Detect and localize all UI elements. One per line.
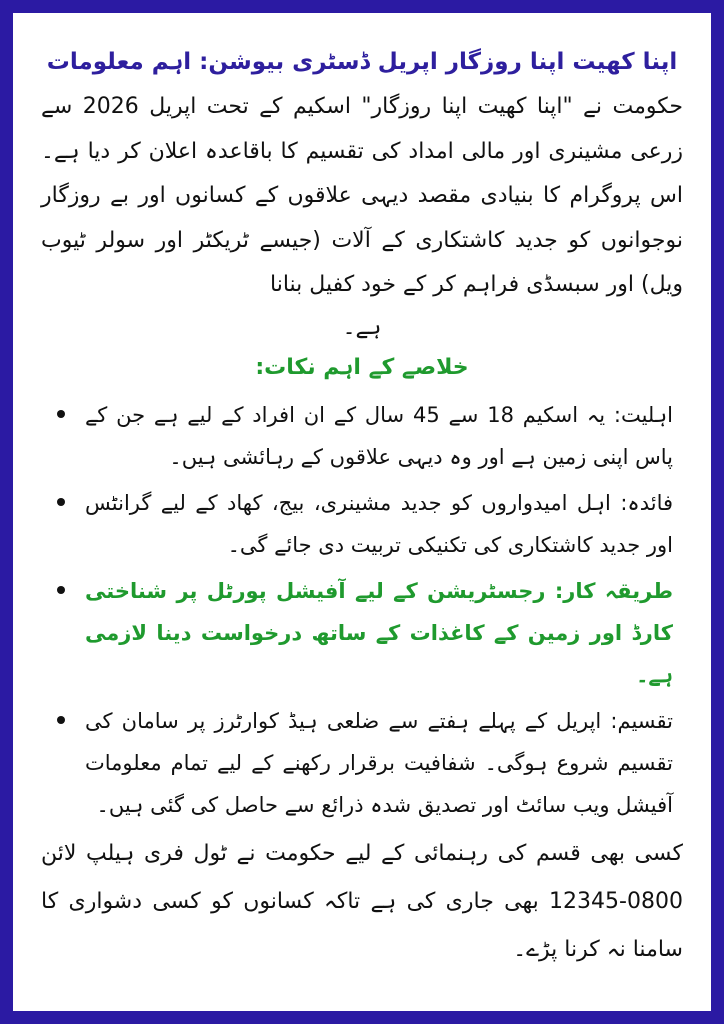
point-benefit bbox=[41, 482, 683, 566]
summary-heading: خلاصے کے اہم نکات: bbox=[255, 354, 469, 380]
point-eligibility bbox=[41, 394, 683, 478]
point-distribution bbox=[41, 700, 683, 826]
bullet-icon bbox=[57, 586, 65, 594]
intro-paragraph-end: ہے۔ bbox=[342, 314, 382, 340]
point-text: تقسیم: اپریل کے پہلے ہفتے سے ضلعی ہیڈ کوارٹرز پر سامان کی تقسیم شروع ہوگی۔ شفافیت برقرار رکھنے کے لیے تمام معلومات آفیشل ویب سائٹ اور تصدیق شدہ ذرائع سے حاصل کی گئی ہیں۔ bbox=[85, 708, 673, 817]
intro-paragraph: حکومت نے "اپنا کھیت اپنا روزگار" اسکیم کے تحت اپریل 2026 سے زرعی مشینری اور مالی امداد کی تقسیم کا باقاعدہ اعلان کر دیا ہے۔ اس پروگرام کا بنیادی مقصد دیہی علاقوں کے کسانوں اور بے روزگار نوجوانوں کو جدید کاشتکاری کے آلات (جیسے ٹریکٹر اور سولر ٹیوب ویل) اور سبسڈی فراہم کر کے خود کفیل بنانا bbox=[41, 94, 683, 297]
document-body bbox=[41, 39, 683, 993]
bullet-icon bbox=[57, 716, 65, 724]
closing-paragraph: کسی بھی قسم کی رہنمائی کے لیے حکومت نے ٹول فری ہیلپ لائن 0800-12345 بھی جاری کی ہے تاکہ کسانوں کو کسی دشواری کا سامنا نہ کرنا پڑے۔ bbox=[41, 840, 683, 962]
bullet-icon bbox=[57, 410, 65, 418]
point-text: اہلیت: یہ اسکیم 18 سے 45 سال کے ان افراد کے لیے ہے جن کے پاس اپنی زمین ہے اور وہ دیہی علاقوں کے رہائشی ہیں۔ bbox=[85, 402, 673, 469]
point-procedure bbox=[41, 570, 683, 696]
bullet-icon bbox=[57, 498, 65, 506]
point-text: فائدہ: اہل امیدواروں کو جدید مشینری، بیج، کھاد کے لیے گرانٹس اور جدید کاشتکاری کی تکنیکی تربیت دی جائے گی۔ bbox=[85, 490, 673, 557]
page-title: اپنا کھیت اپنا روزگار اپریل ڈسٹری بیوشن: اہم معلومات bbox=[46, 49, 678, 75]
point-text: طریقہ کار: رجسٹریشن کے لیے آفیشل پورٹل پر شناختی کارڈ اور زمین کے کاغذات کے ساتھ درخواست دینا لازمی ہے۔ bbox=[85, 578, 673, 687]
summary-points-list bbox=[41, 394, 683, 826]
